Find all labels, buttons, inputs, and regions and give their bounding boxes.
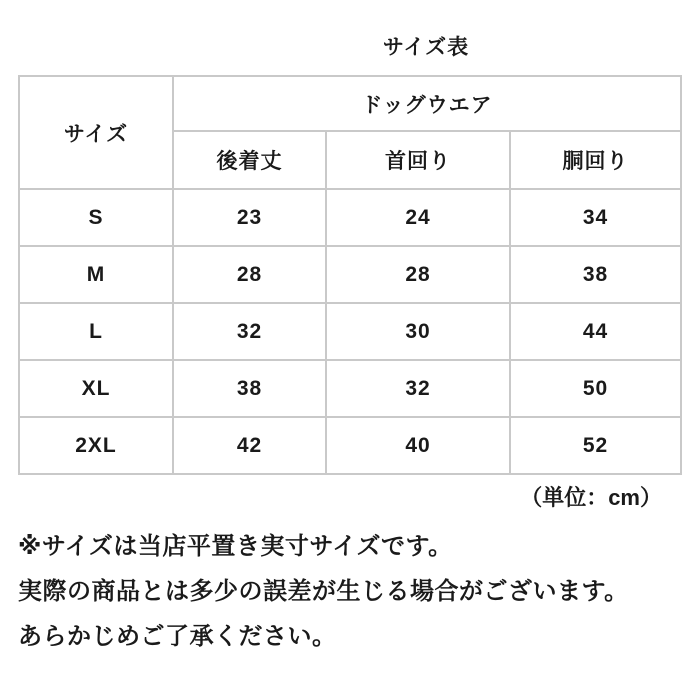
value-cell: 38: [173, 360, 326, 417]
size-cell: S: [19, 189, 173, 246]
table-row-2xl: [19, 417, 681, 474]
table-row-s: [19, 189, 681, 246]
value-cell: 50: [510, 360, 681, 417]
value-cell: 38: [510, 246, 681, 303]
size-cell: L: [19, 303, 173, 360]
table-row-l: [19, 303, 681, 360]
value-cell: 40: [326, 417, 510, 474]
value-cell: 34: [510, 189, 681, 246]
unit-note: （単位：cm）: [520, 485, 662, 510]
page-title: サイズ表: [382, 36, 470, 59]
note-line-flat-measurement: ※サイズは当店平置き実寸サイズです。: [18, 533, 453, 560]
size-cell: XL: [19, 360, 173, 417]
size-cell: 2XL: [19, 417, 173, 474]
value-cell: 42: [173, 417, 326, 474]
value-cell: 52: [510, 417, 681, 474]
size-column-header: サイズ: [19, 76, 173, 189]
size-cell: M: [19, 246, 173, 303]
value-cell: 32: [173, 303, 326, 360]
value-cell: 24: [326, 189, 510, 246]
value-cell: 23: [173, 189, 326, 246]
note-line-understanding: あらかじめご了承ください。: [18, 623, 337, 650]
value-cell: 44: [510, 303, 681, 360]
note-line-tolerance: 実際の商品とは多少の誤差が生じる場合がございます。: [18, 578, 629, 605]
size-table: [18, 75, 682, 475]
table-row-xl: [19, 360, 681, 417]
table-row-m: [19, 246, 681, 303]
column-header-body-girth: 胴回り: [510, 131, 681, 189]
group-header-dogwear: ドッグウエア: [173, 76, 681, 131]
column-header-neck-girth: 首回り: [326, 131, 510, 189]
value-cell: 30: [326, 303, 510, 360]
notes-block: [18, 524, 688, 659]
value-cell: 28: [173, 246, 326, 303]
column-header-back-length: 後着丈: [173, 131, 326, 189]
value-cell: 28: [326, 246, 510, 303]
value-cell: 32: [326, 360, 510, 417]
table-header-row-group: [19, 76, 681, 131]
